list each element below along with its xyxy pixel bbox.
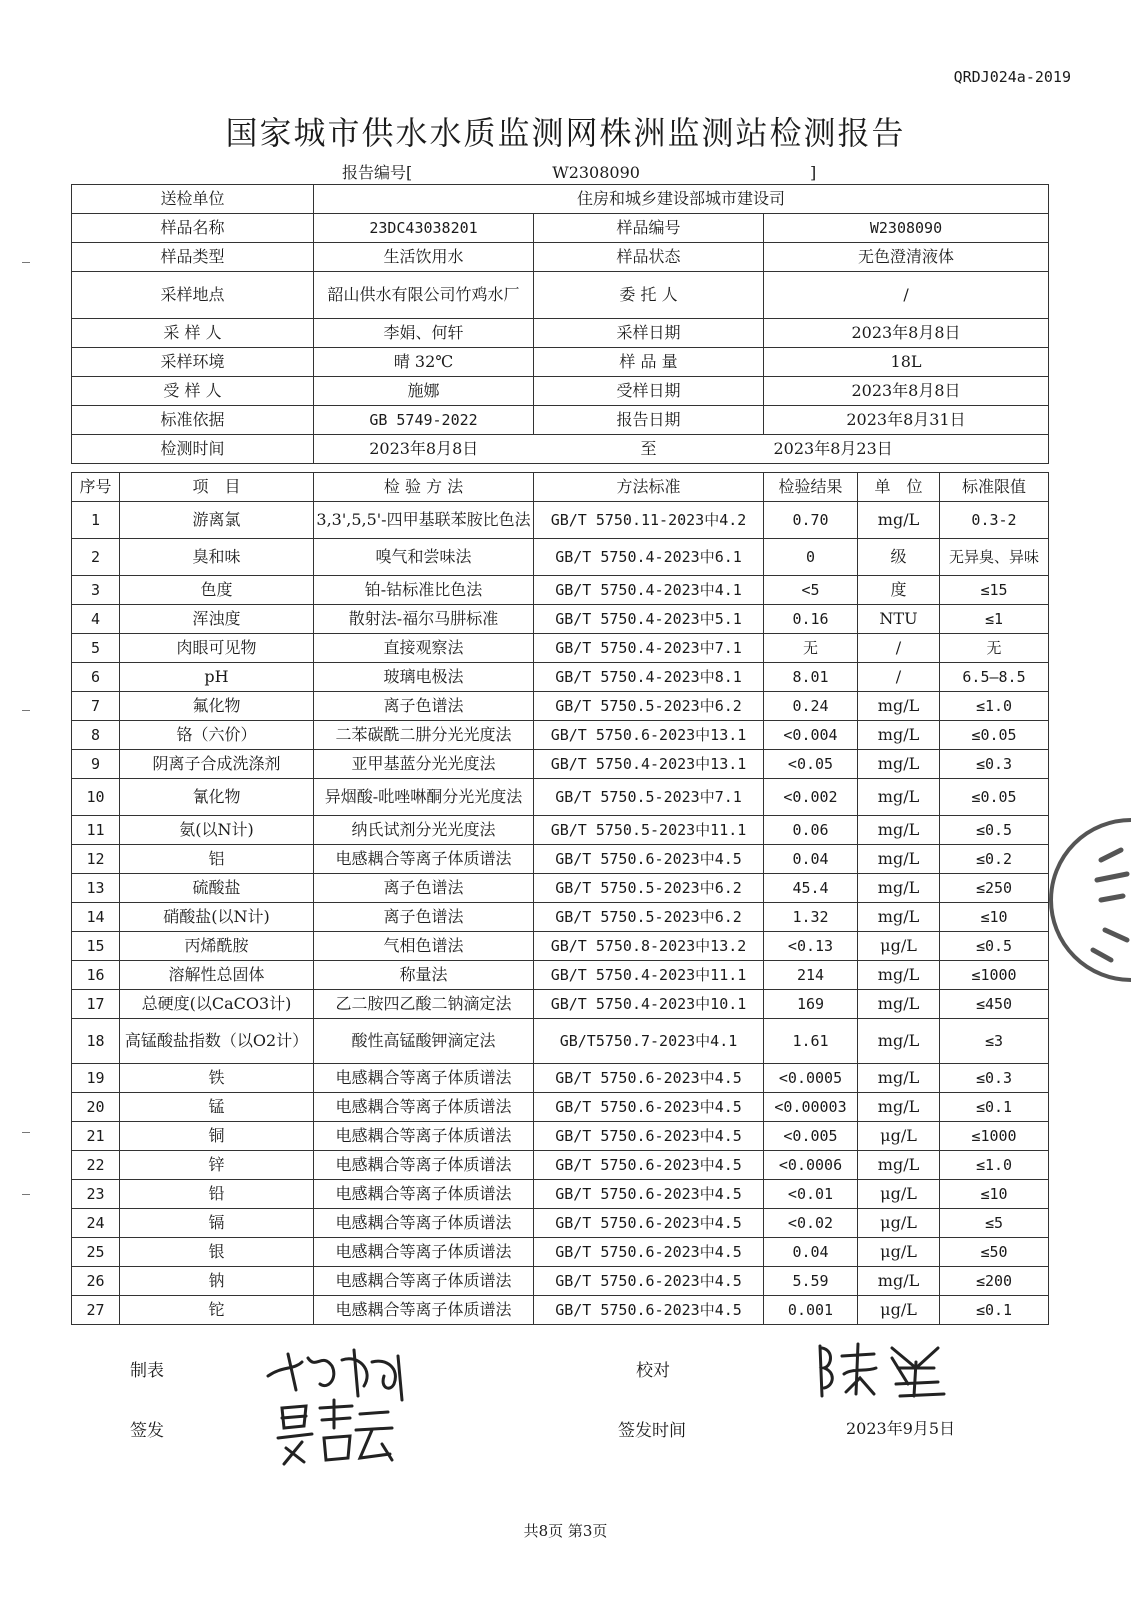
row-standard: GB/T 5750.4-2023中5.1	[534, 605, 764, 634]
row-limit: ≤1.0	[940, 692, 1049, 721]
table-row	[72, 1122, 1049, 1151]
row-method: 称量法	[314, 961, 534, 990]
page-info: 共8页 第3页	[523, 1522, 608, 1540]
row-no: 22	[72, 1151, 120, 1180]
header-unit: 单 位	[858, 473, 940, 502]
receiver-label: 受 样 人	[72, 377, 314, 406]
row-standard: GB/T 5750.4-2023中10.1	[534, 990, 764, 1019]
test-to-label: 至	[534, 435, 764, 464]
row-no: 13	[72, 874, 120, 903]
table-row	[72, 502, 1049, 539]
row-item: 氟化物	[120, 692, 314, 721]
sampler-value: 李娟、何轩	[314, 319, 534, 348]
row-unit: μg/L	[858, 932, 940, 961]
row-limit: ≤1000	[940, 961, 1049, 990]
row-item: 硝酸盐(以N计)	[120, 903, 314, 932]
row-method: 电感耦合等离子体质谱法	[314, 1151, 534, 1180]
table-row	[72, 576, 1049, 605]
row-item: 高锰酸盐指数（以O2计）	[120, 1019, 314, 1064]
row-limit: ≤0.3	[940, 750, 1049, 779]
row-result: 0.24	[764, 692, 858, 721]
row-method: 电感耦合等离子体质谱法	[314, 1267, 534, 1296]
row-method: 电感耦合等离子体质谱法	[314, 1064, 534, 1093]
row-method: 气相色谱法	[314, 932, 534, 961]
row-item: 铊	[120, 1296, 314, 1325]
row-result: 0.04	[764, 845, 858, 874]
row-unit: mg/L	[858, 1151, 940, 1180]
row-method: 嗅气和尝味法	[314, 539, 534, 576]
row-no: 5	[72, 634, 120, 663]
row-limit: ≤0.2	[940, 845, 1049, 874]
row-result: 0.001	[764, 1296, 858, 1325]
row-standard: GB/T 5750.11-2023中4.2	[534, 502, 764, 539]
row-limit: ≤0.5	[940, 816, 1049, 845]
row-no: 18	[72, 1019, 120, 1064]
issue-time-label: 签发时间	[618, 1421, 686, 1441]
row-method: 二苯碳酰二肼分光光度法	[314, 721, 534, 750]
receiver-value: 施娜	[314, 377, 534, 406]
row-result: <0.002	[764, 779, 858, 816]
row-no: 11	[72, 816, 120, 845]
receive-date-value: 2023年8月8日	[764, 377, 1049, 406]
row-item: 氰化物	[120, 779, 314, 816]
info-row	[72, 319, 1049, 348]
row-item: 铜	[120, 1122, 314, 1151]
client-value: 住房和城乡建设部城市建设司	[314, 185, 1049, 214]
report-number-label: 报告编号[	[342, 163, 413, 182]
row-limit: ≤0.05	[940, 721, 1049, 750]
row-limit: ≤0.3	[940, 1064, 1049, 1093]
row-result: 0.06	[764, 816, 858, 845]
row-method: 酸性高锰酸钾滴定法	[314, 1019, 534, 1064]
row-method: 电感耦合等离子体质谱法	[314, 1180, 534, 1209]
info-row	[72, 272, 1049, 319]
row-no: 20	[72, 1093, 120, 1122]
table-row	[72, 961, 1049, 990]
row-unit: μg/L	[858, 1238, 940, 1267]
row-standard: GB/T 5750.5-2023中6.2	[534, 692, 764, 721]
row-standard: GB/T 5750.5-2023中11.1	[534, 816, 764, 845]
row-result: 45.4	[764, 874, 858, 903]
row-item: 肉眼可见物	[120, 634, 314, 663]
row-limit: ≤15	[940, 576, 1049, 605]
row-result: <0.0006	[764, 1151, 858, 1180]
report-number: W2308090	[552, 163, 640, 182]
row-limit: ≤250	[940, 874, 1049, 903]
row-method: 电感耦合等离子体质谱法	[314, 1122, 534, 1151]
row-item: 钠	[120, 1267, 314, 1296]
header-item: 项 目	[120, 473, 314, 502]
table-row	[72, 903, 1049, 932]
row-standard: GB/T 5750.6-2023中4.5	[534, 1296, 764, 1325]
info-row	[72, 435, 1049, 464]
document-code: QRDJ024a-2019	[953, 68, 1071, 86]
env-value: 晴 32℃	[314, 348, 534, 377]
sample-state-value: 无色澄清液体	[764, 243, 1049, 272]
consignor-value: /	[764, 272, 1049, 319]
row-standard: GB/T 5750.6-2023中4.5	[534, 1209, 764, 1238]
row-unit: μg/L	[858, 1296, 940, 1325]
row-no: 1	[72, 502, 120, 539]
row-item: 浑浊度	[120, 605, 314, 634]
row-no: 3	[72, 576, 120, 605]
row-standard: GB/T 5750.4-2023中13.1	[534, 750, 764, 779]
sample-type-label: 样品类型	[72, 243, 314, 272]
row-item: 镉	[120, 1209, 314, 1238]
row-item: 阴离子合成洗涤剂	[120, 750, 314, 779]
row-result: <5	[764, 576, 858, 605]
row-limit: ≤0.5	[940, 932, 1049, 961]
row-unit: /	[858, 634, 940, 663]
standard-label: 标准依据	[72, 406, 314, 435]
table-row	[72, 990, 1049, 1019]
margin-mark	[22, 262, 30, 263]
row-unit: mg/L	[858, 990, 940, 1019]
table-row	[72, 750, 1049, 779]
row-method: 离子色谱法	[314, 874, 534, 903]
sample-state-label: 样品状态	[534, 243, 764, 272]
row-no: 17	[72, 990, 120, 1019]
row-item: 总硬度(以CaCO3计)	[120, 990, 314, 1019]
row-method: 电感耦合等离子体质谱法	[314, 1093, 534, 1122]
row-result: 214	[764, 961, 858, 990]
row-no: 15	[72, 932, 120, 961]
table-row	[72, 1267, 1049, 1296]
row-result: 无	[764, 634, 858, 663]
row-no: 23	[72, 1180, 120, 1209]
header-no: 序号	[72, 473, 120, 502]
row-limit: ≤1.0	[940, 1151, 1049, 1180]
row-method: 乙二胺四乙酸二钠滴定法	[314, 990, 534, 1019]
row-result: <0.005	[764, 1122, 858, 1151]
row-item: 游离氯	[120, 502, 314, 539]
header-standard: 方法标准	[534, 473, 764, 502]
row-result: 1.32	[764, 903, 858, 932]
quantity-label: 样 品 量	[534, 348, 764, 377]
table-row	[72, 874, 1049, 903]
row-unit: mg/L	[858, 816, 940, 845]
row-no: 16	[72, 961, 120, 990]
row-item: 臭和味	[120, 539, 314, 576]
row-limit: 6.5—8.5	[940, 663, 1049, 692]
row-limit: ≤0.1	[940, 1296, 1049, 1325]
row-standard: GB/T 5750.6-2023中4.5	[534, 1151, 764, 1180]
row-unit: mg/L	[858, 845, 940, 874]
header-limit: 标准限值	[940, 473, 1049, 502]
row-limit: ≤0.05	[940, 779, 1049, 816]
row-no: 12	[72, 845, 120, 874]
sample-name-value: 23DC43038201	[314, 214, 534, 243]
row-item: 锰	[120, 1093, 314, 1122]
row-unit: mg/L	[858, 1093, 940, 1122]
test-end-value: 2023年8月23日	[764, 435, 1049, 464]
row-unit: /	[858, 663, 940, 692]
row-result: <0.05	[764, 750, 858, 779]
row-standard: GB/T 5750.4-2023中8.1	[534, 663, 764, 692]
row-no: 24	[72, 1209, 120, 1238]
row-result: 1.61	[764, 1019, 858, 1064]
prepared-signature	[262, 1340, 422, 1404]
row-item: 银	[120, 1238, 314, 1267]
row-standard: GB/T 5750.5-2023中7.1	[534, 779, 764, 816]
env-label: 采样环境	[72, 348, 314, 377]
row-result: 8.01	[764, 663, 858, 692]
row-result: <0.00003	[764, 1093, 858, 1122]
sampling-date-label: 采样日期	[534, 319, 764, 348]
table-row	[72, 845, 1049, 874]
header-result: 检验结果	[764, 473, 858, 502]
table-row	[72, 932, 1049, 961]
row-standard: GB/T 5750.6-2023中4.5	[534, 845, 764, 874]
checked-label: 校对	[636, 1361, 670, 1381]
row-item: 硫酸盐	[120, 874, 314, 903]
table-row	[72, 605, 1049, 634]
table-row	[72, 1151, 1049, 1180]
info-row	[72, 243, 1049, 272]
row-item: 铅	[120, 1180, 314, 1209]
row-item: 溶解性总固体	[120, 961, 314, 990]
row-no: 21	[72, 1122, 120, 1151]
consignor-label: 委 托 人	[534, 272, 764, 319]
report-number-line	[342, 160, 816, 183]
table-row	[72, 539, 1049, 576]
row-standard: GB/T 5750.6-2023中13.1	[534, 721, 764, 750]
row-unit: mg/L	[858, 1267, 940, 1296]
report-title: 国家城市供水水质监测网株洲监测站检测报告	[225, 114, 906, 152]
row-limit: ≤1	[940, 605, 1049, 634]
row-method: 玻璃电极法	[314, 663, 534, 692]
row-method: 直接观察法	[314, 634, 534, 663]
row-unit: mg/L	[858, 502, 940, 539]
row-result: 0	[764, 539, 858, 576]
info-row	[72, 348, 1049, 377]
issued-signature	[276, 1398, 396, 1468]
row-limit: ≤50	[940, 1238, 1049, 1267]
row-limit: ≤3	[940, 1019, 1049, 1064]
row-method: 3,3',5,5'-四甲基联苯胺比色法	[314, 502, 534, 539]
row-no: 10	[72, 779, 120, 816]
row-limit: 无异臭、异味	[940, 539, 1049, 576]
row-item: 铁	[120, 1064, 314, 1093]
table-row	[72, 1180, 1049, 1209]
row-method: 铂-钴标准比色法	[314, 576, 534, 605]
row-limit: ≤10	[940, 903, 1049, 932]
row-result: 0.16	[764, 605, 858, 634]
row-standard: GB/T 5750.6-2023中4.5	[534, 1122, 764, 1151]
info-row	[72, 406, 1049, 435]
row-unit: μg/L	[858, 1122, 940, 1151]
row-method: 电感耦合等离子体质谱法	[314, 1209, 534, 1238]
row-item: 丙烯酰胺	[120, 932, 314, 961]
row-standard: GB/T 5750.6-2023中4.5	[534, 1238, 764, 1267]
table-row	[72, 1209, 1049, 1238]
row-limit: ≤1000	[940, 1122, 1049, 1151]
table-row	[72, 779, 1049, 816]
table-row	[72, 1238, 1049, 1267]
row-method: 散射法-福尔马肼标准	[314, 605, 534, 634]
row-unit: mg/L	[858, 1019, 940, 1064]
row-unit: NTU	[858, 605, 940, 634]
row-standard: GB/T 5750.5-2023中6.2	[534, 903, 764, 932]
row-limit: ≤5	[940, 1209, 1049, 1238]
report-date-value: 2023年8月31日	[764, 406, 1049, 435]
row-standard: GB/T 5750.6-2023中4.5	[534, 1093, 764, 1122]
header-method: 检 验 方 法	[314, 473, 534, 502]
row-no: 8	[72, 721, 120, 750]
row-unit: 级	[858, 539, 940, 576]
row-standard: GB/T 5750.4-2023中4.1	[534, 576, 764, 605]
table-row	[72, 816, 1049, 845]
row-limit: ≤200	[940, 1267, 1049, 1296]
client-label: 送检单位	[72, 185, 314, 214]
row-result: <0.13	[764, 932, 858, 961]
test-start-value: 2023年8月8日	[314, 435, 534, 464]
row-item: 锌	[120, 1151, 314, 1180]
row-standard: GB/T 5750.4-2023中7.1	[534, 634, 764, 663]
row-result: 169	[764, 990, 858, 1019]
row-result: 0.70	[764, 502, 858, 539]
sample-info-table	[71, 184, 1049, 464]
info-row	[72, 214, 1049, 243]
row-no: 26	[72, 1267, 120, 1296]
row-item: pH	[120, 663, 314, 692]
row-item: 色度	[120, 576, 314, 605]
row-standard: GB/T 5750.6-2023中4.5	[534, 1267, 764, 1296]
table-row	[72, 1296, 1049, 1325]
row-no: 7	[72, 692, 120, 721]
row-method: 离子色谱法	[314, 903, 534, 932]
receive-date-label: 受样日期	[534, 377, 764, 406]
row-unit: mg/L	[858, 779, 940, 816]
row-no: 25	[72, 1238, 120, 1267]
row-limit: ≤0.1	[940, 1093, 1049, 1122]
row-limit: 0.3-2	[940, 502, 1049, 539]
row-standard: GB/T 5750.6-2023中4.5	[534, 1064, 764, 1093]
row-result: 5.59	[764, 1267, 858, 1296]
row-unit: mg/L	[858, 1064, 940, 1093]
sample-no-value: W2308090	[764, 214, 1049, 243]
row-limit: ≤450	[940, 990, 1049, 1019]
row-limit: 无	[940, 634, 1049, 663]
prepared-label: 制表	[130, 1361, 164, 1381]
row-method: 电感耦合等离子体质谱法	[314, 1238, 534, 1267]
row-method: 电感耦合等离子体质谱法	[314, 845, 534, 874]
sampling-date-value: 2023年8月8日	[764, 319, 1049, 348]
row-standard: GB/T 5750.6-2023中4.5	[534, 1180, 764, 1209]
checked-signature	[812, 1338, 962, 1402]
row-unit: mg/L	[858, 692, 940, 721]
margin-mark	[22, 1194, 30, 1195]
row-no: 2	[72, 539, 120, 576]
row-method: 异烟酸-吡唑啉酮分光光度法	[314, 779, 534, 816]
row-result: <0.0005	[764, 1064, 858, 1093]
issued-label: 签发	[130, 1421, 164, 1441]
row-method: 纳氏试剂分光光度法	[314, 816, 534, 845]
standard-value: GB 5749-2022	[314, 406, 534, 435]
row-item: 铬（六价）	[120, 721, 314, 750]
row-result: 0.04	[764, 1238, 858, 1267]
row-result: <0.02	[764, 1209, 858, 1238]
sample-type-value: 生活饮用水	[314, 243, 534, 272]
info-row	[72, 377, 1049, 406]
row-no: 19	[72, 1064, 120, 1093]
table-row	[72, 1019, 1049, 1064]
row-limit: ≤10	[940, 1180, 1049, 1209]
row-method: 亚甲基蓝分光光度法	[314, 750, 534, 779]
margin-mark	[22, 1132, 30, 1133]
row-unit: mg/L	[858, 961, 940, 990]
test-period-label: 检测时间	[72, 435, 314, 464]
sample-name-label: 样品名称	[72, 214, 314, 243]
location-label: 采样地点	[72, 272, 314, 319]
row-unit: μg/L	[858, 1180, 940, 1209]
table-row	[72, 721, 1049, 750]
row-unit: 度	[858, 576, 940, 605]
results-table	[71, 472, 1049, 1325]
row-standard: GB/T 5750.4-2023中11.1	[534, 961, 764, 990]
report-number-close: ]	[809, 163, 817, 182]
results-header-row	[72, 473, 1049, 502]
row-standard: GB/T 5750.8-2023中13.2	[534, 932, 764, 961]
row-item: 铝	[120, 845, 314, 874]
info-row-client	[72, 185, 1049, 214]
row-unit: mg/L	[858, 874, 940, 903]
row-unit: mg/L	[858, 721, 940, 750]
sample-no-label: 样品编号	[534, 214, 764, 243]
row-standard: GB/T 5750.4-2023中6.1	[534, 539, 764, 576]
table-row	[72, 1093, 1049, 1122]
row-unit: mg/L	[858, 750, 940, 779]
margin-mark	[22, 710, 30, 711]
row-unit: μg/L	[858, 1209, 940, 1238]
table-row	[72, 634, 1049, 663]
quantity-value: 18L	[764, 348, 1049, 377]
row-no: 14	[72, 903, 120, 932]
location-value: 韶山供水有限公司竹鸡水厂	[314, 272, 534, 319]
sampler-label: 采 样 人	[72, 319, 314, 348]
results-body	[72, 502, 1049, 1325]
official-stamp	[1031, 800, 1131, 1000]
report-date-label: 报告日期	[534, 406, 764, 435]
row-method: 电感耦合等离子体质谱法	[314, 1296, 534, 1325]
row-no: 27	[72, 1296, 120, 1325]
row-result: <0.01	[764, 1180, 858, 1209]
row-unit: mg/L	[858, 903, 940, 932]
row-result: <0.004	[764, 721, 858, 750]
row-item: 氨(以N计)	[120, 816, 314, 845]
issue-date: 2023年9月5日	[846, 1419, 956, 1438]
row-standard: GB/T 5750.5-2023中6.2	[534, 874, 764, 903]
row-no: 6	[72, 663, 120, 692]
row-method: 离子色谱法	[314, 692, 534, 721]
row-standard: GB/T5750.7-2023中4.1	[534, 1019, 764, 1064]
table-row	[72, 663, 1049, 692]
table-row	[72, 1064, 1049, 1093]
row-no: 9	[72, 750, 120, 779]
row-no: 4	[72, 605, 120, 634]
table-row	[72, 692, 1049, 721]
